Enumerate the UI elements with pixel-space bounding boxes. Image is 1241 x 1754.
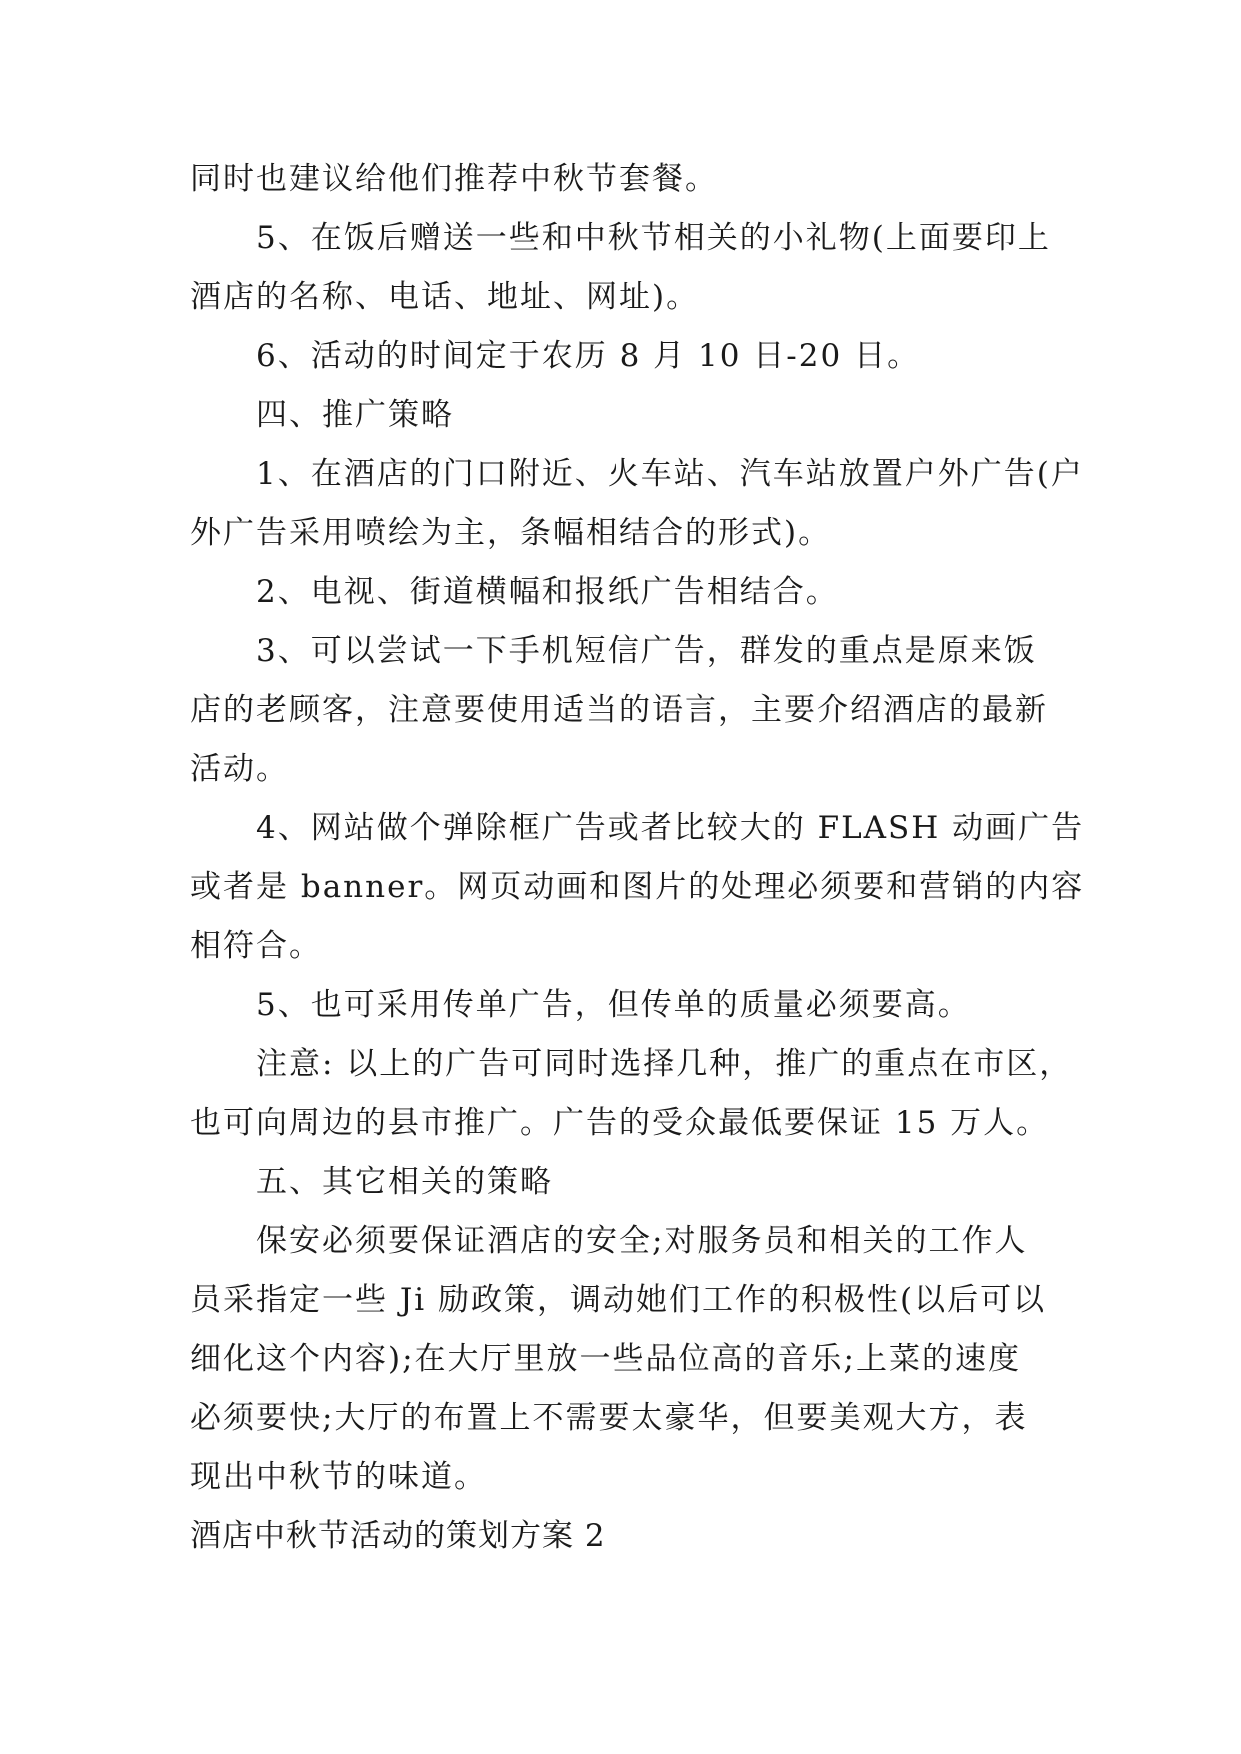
paragraph-line: 活动。 [190, 751, 289, 787]
paragraph-line: 6、活动的时间定于农历 8 月 10 日-20 日。 [256, 338, 921, 374]
paragraph-line: 注意: 以上的广告可同时选择几种，推广的重点在市区， [256, 1046, 1073, 1082]
document-page [190, 150, 1085, 1566]
paragraph-line: 1、在酒店的门口附近、火车站、汽车站放置户外广告(户 [256, 456, 1084, 492]
paragraph-line: 4、网站做个弹除框广告或者比较大的 FLASH 动画广告 [256, 810, 1085, 846]
document-title: 酒店中秋节活动的策划方案 2 [190, 1518, 606, 1554]
paragraph-line: 员采指定一些 Ji 励政策，调动她们工作的积极性(以后可以 [190, 1282, 1047, 1318]
paragraph-line: 保安必须要保证酒店的安全;对服务员和相关的工作人 [256, 1223, 1028, 1259]
paragraph-line: 细化这个内容);在大厅里放一些品位高的音乐;上菜的速度 [190, 1341, 1021, 1377]
paragraph-line: 也可向周边的县市推广。广告的受众最低要保证 15 万人。 [190, 1105, 1050, 1141]
paragraph-line: 同时也建议给他们推荐中秋节套餐。 [190, 161, 718, 197]
paragraph-line: 酒店的名称、电话、地址、网址)。 [190, 279, 700, 315]
paragraph-line: 必须要快;大厅的布置上不需要太豪华，但要美观大方，表 [190, 1400, 1028, 1436]
paragraph-line: 店的老顾客，注意要使用适当的语言，主要介绍酒店的最新 [190, 692, 1048, 728]
paragraph-line: 现出中秋节的味道。 [190, 1459, 487, 1495]
paragraph-line: 外广告采用喷绘为主，条幅相结合的形式)。 [190, 515, 832, 551]
paragraph-line: 5、在饭后赠送一些和中秋节相关的小礼物(上面要印上 [256, 220, 1051, 256]
paragraph-line: 3、可以尝试一下手机短信广告，群发的重点是原来饭 [256, 633, 1037, 669]
paragraph-line: 或者是 banner。网页动画和图片的处理必须要和营销的内容 [190, 869, 1085, 905]
section-heading: 四、推广策略 [256, 397, 454, 433]
paragraph-line: 2、电视、街道横幅和报纸广告相结合。 [256, 574, 839, 610]
paragraph-line: 相符合。 [190, 928, 322, 964]
section-heading: 五、其它相关的策略 [256, 1164, 553, 1200]
paragraph-line: 5、也可采用传单广告，但传单的质量必须要高。 [256, 987, 971, 1023]
